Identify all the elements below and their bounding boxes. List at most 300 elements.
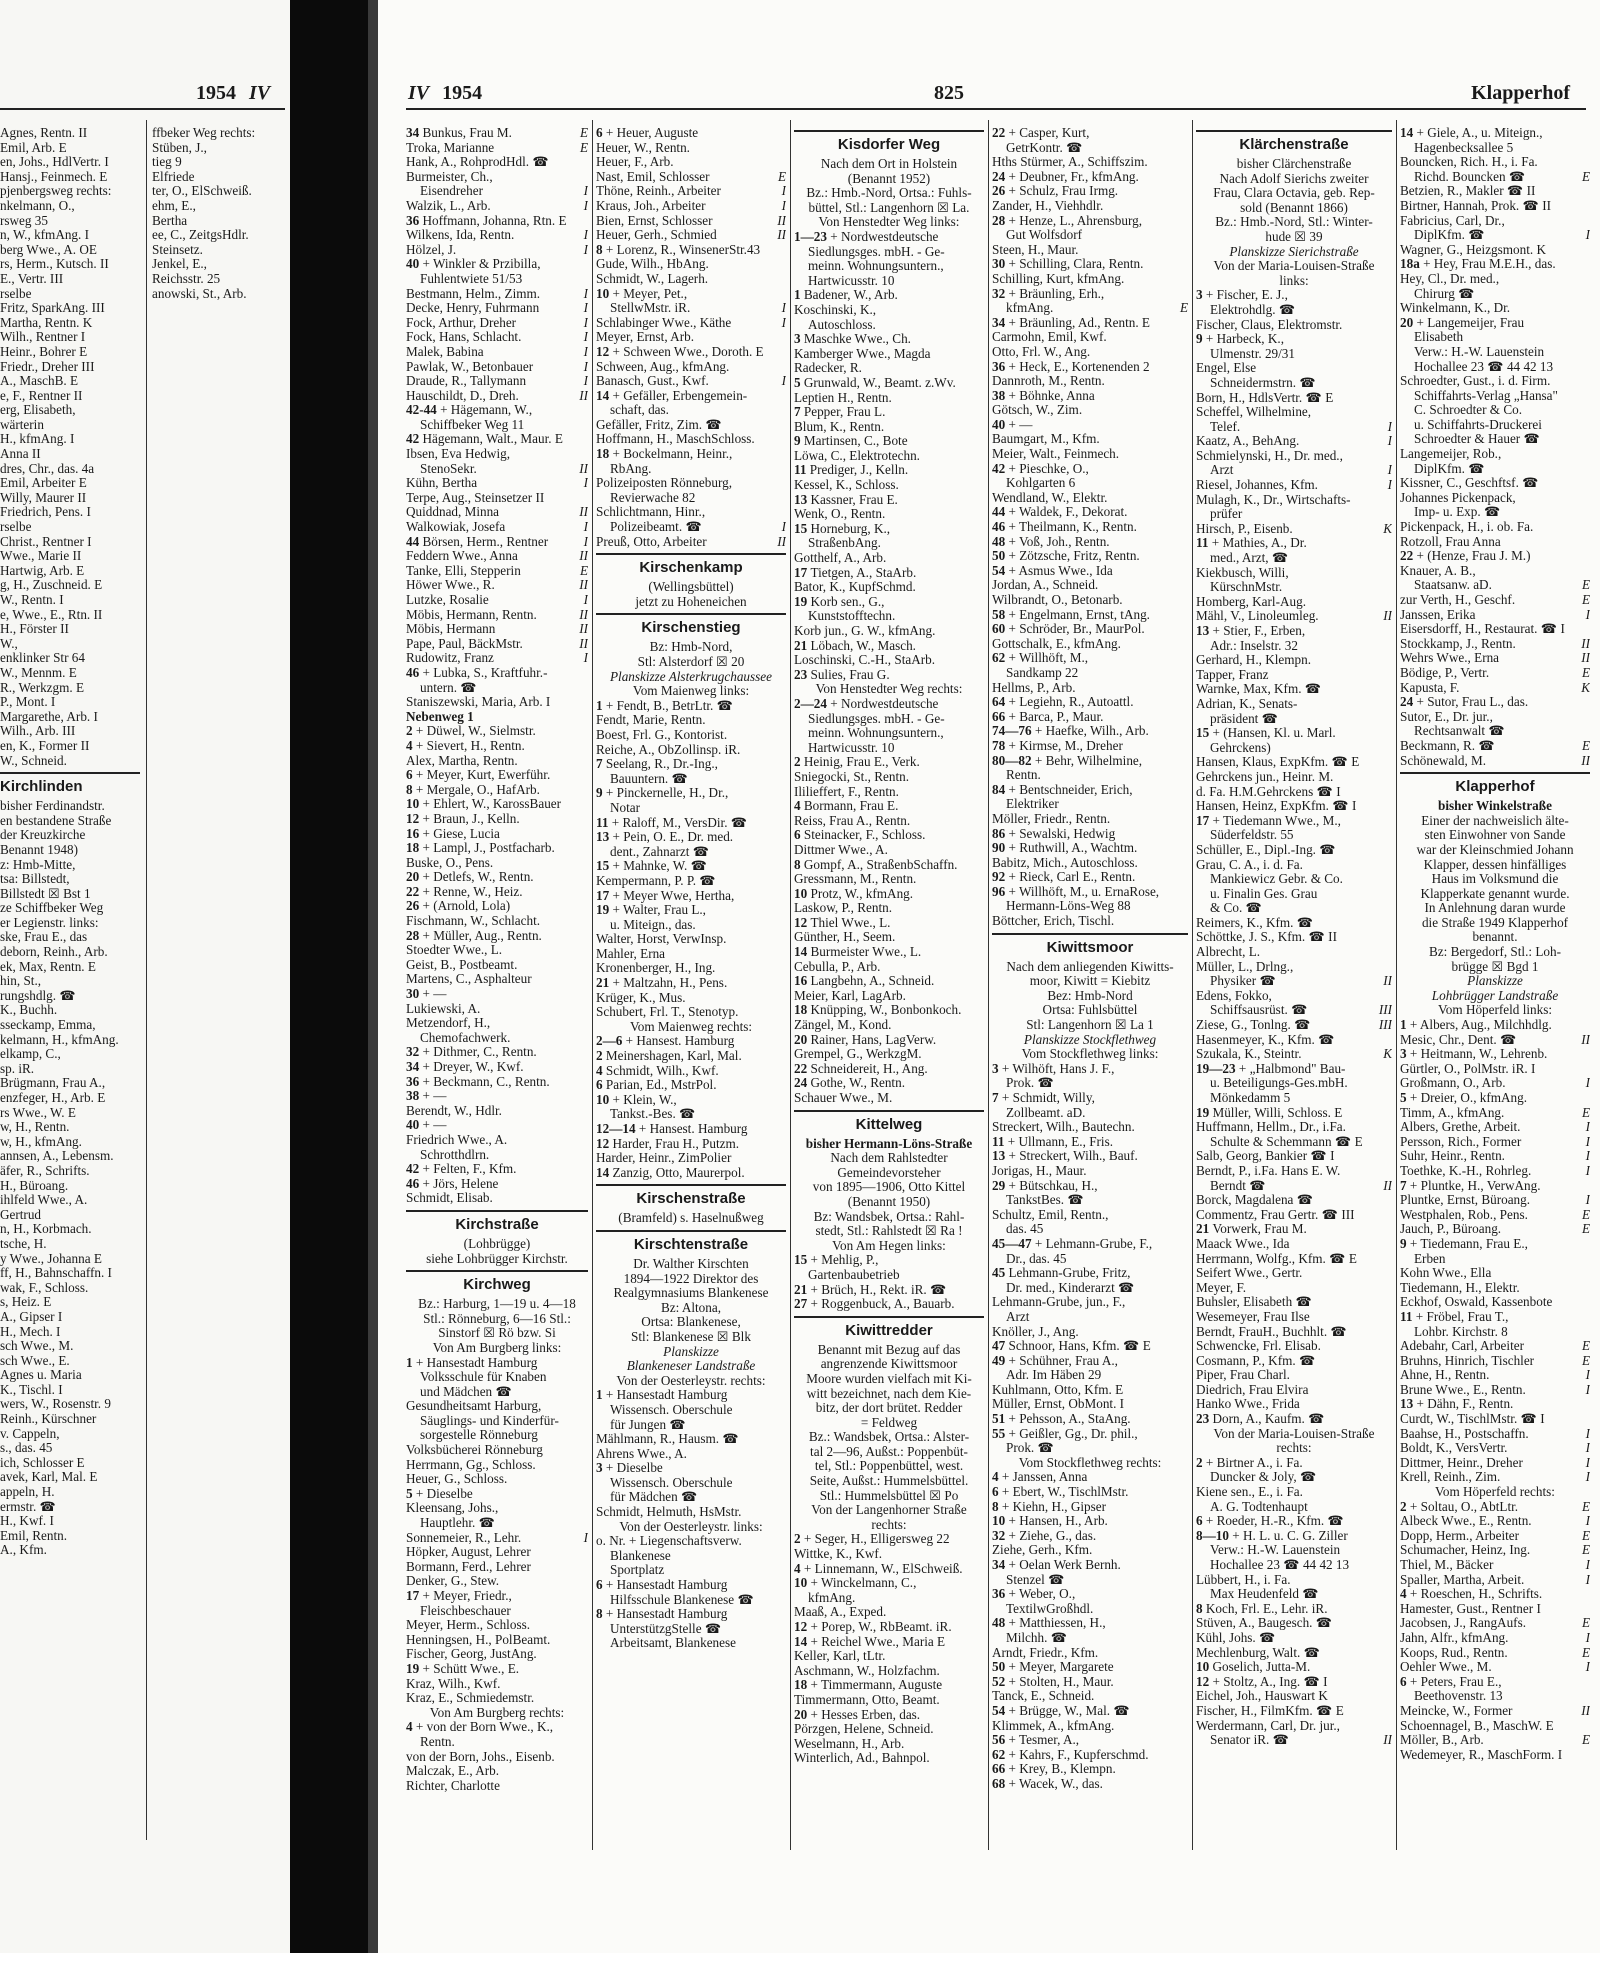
directory-entry [1196,1616,1392,1631]
resident-name: Ibsen, Eva Hedwig, [406,447,511,462]
resident-name: Hauptlehr. ☎ [420,1516,496,1531]
directory-entry [1400,1354,1590,1369]
directory-entry [1196,1295,1392,1310]
directory-entry [794,668,984,683]
house-number: 10 [406,797,423,812]
residence-code: I [781,315,786,330]
house-number: 62 [992,1747,1009,1762]
resident-name: + Gefäller, Erbengemein- [612,388,748,403]
street-note: siehe Lohbrügger Kirchstr. [426,1251,568,1266]
directory-entry-fragment: tieg 9 [152,155,182,170]
house-number: 21 [1196,1222,1213,1237]
directory-entry [596,1636,786,1651]
resident-name: + (Henze, Frau J. M.) [1416,549,1531,564]
resident-name: + Mahnke, W. ☎ [612,859,708,874]
directory-entry [992,389,1188,404]
directory-entry [992,316,1188,331]
directory-entry-fragment: W., Mennm. E [0,665,77,680]
resident-name: + Roeschen, H., Schrifts. [1409,1587,1543,1602]
residence-code: I [1585,1163,1590,1178]
resident-name: + von der Born Wwe., K., [415,1720,554,1735]
resident-name: Notar [610,800,641,815]
directory-entry [794,1268,984,1283]
directory-entry [794,770,984,785]
resident-name: + Heitmann, W., Lehrenb. [1409,1047,1548,1062]
street-heading: Kirchweg [406,1270,588,1295]
resident-name: Salb, Georg, Bankier ☎ I [1196,1149,1335,1164]
resident-name: Rentn. [420,1734,455,1749]
residence-code: E [1581,1499,1590,1514]
resident-name: Chirurg ☎ [1414,286,1475,301]
residence-code: I [781,301,786,316]
directory-entry [596,728,786,743]
directory-entry [794,1664,984,1679]
street-heading: Klärchenstraße [1196,130,1392,155]
directory-entry-fragment: Emil, Arb. E [0,140,67,155]
directory-entry [1400,520,1590,535]
resident-name: Fuhlentwiete 51/53 [420,271,523,286]
residence-code: E [1179,301,1188,316]
resident-name: Janssen, Erika [1400,607,1476,622]
resident-name: Goselich, Jutta-M. [1212,1660,1311,1675]
directory-entry [992,783,1188,798]
directory-entry-fragment: en bestandene Straße [0,813,112,828]
house-number: 14 [596,1165,613,1180]
resident-name: Jordan, A., Schneid. [992,578,1099,593]
directory-entry [1196,332,1392,347]
resident-name: Physiker ☎ [1210,974,1276,989]
directory-entry [596,889,786,904]
resident-name: Heuer, Gerh., Schmied [596,228,717,243]
resident-name: Suhr, Heinr., Rentn. [1400,1149,1505,1164]
resident-name: + Voß, Joh., Rentn. [1008,534,1110,549]
directory-entry [1196,536,1392,551]
directory-entry [406,1414,588,1429]
resident-name: Fischmann, W., Schlacht. [406,914,541,929]
directory-entry [596,418,786,433]
resident-name: Meincke, W., Former [1400,1703,1513,1718]
directory-entry [596,1505,786,1520]
directory-entry [992,1339,1188,1354]
resident-name: + Hey, Frau M.E.H., das. [1423,257,1556,272]
directory-entry [794,478,984,493]
directory-entry [596,447,786,462]
resident-name: + Zötzsche, Fritz, Rentn. [1008,549,1140,564]
house-number: 50 [992,549,1009,564]
residence-code: I [781,374,786,389]
resident-name: Arndt, Friedr., Kfm. [992,1645,1099,1660]
resident-name: Adrian, K., Senats- [1196,696,1298,711]
directory-entry-fragment: z: Hmb-Mitte, [0,857,76,872]
street-note: Von der Maria-Louisen-Straße [1213,259,1375,274]
house-number: 47 [992,1339,1009,1354]
house-number: 21 [794,638,811,653]
directory-column-3 [794,126,984,1956]
resident-name: Rechtsanwalt ☎ [1414,724,1505,739]
residence-code: I [1585,1426,1590,1441]
street-heading: Kiwittredder [794,1316,984,1341]
resident-name: Friedrich Wwe., A. [406,1132,508,1147]
directory-entry [406,914,588,929]
resident-name: + Hesses Erben, das. [810,1707,921,1722]
house-number: 84 [992,782,1009,797]
street-note: = Feldweg [860,1415,918,1430]
directory-entry [992,1573,1188,1588]
house-number: 6 [992,1485,1002,1500]
directory-entry [1400,476,1590,491]
directory-entry [596,816,786,831]
resident-name: + Birtner A., i. Fa. [1205,1455,1303,1470]
directory-entry [596,1490,786,1505]
directory-entry [992,681,1188,696]
street-note: stedt, Stl.: Rahlstedt ☒ Ra ! [815,1224,963,1239]
directory-entry [406,1560,588,1575]
resident-name: d. Fa. H.M.Gehrckens ☎ I [1196,784,1341,799]
resident-name: StellwMstr. iR. [610,301,691,316]
house-number: 23 [794,667,811,682]
resident-name: Dr. med., Kinderarzt ☎ [1006,1280,1135,1295]
directory-entry [794,1649,984,1664]
resident-name: Tiedemann, H., Elektr. [1400,1280,1520,1295]
directory-entry-fragment: E., Vertr. III [0,271,64,286]
resident-name: + Bütschkau, H., [1008,1178,1098,1193]
resident-name: Lübbert, H., i. Fa. [1196,1572,1291,1587]
directory-entry [406,1060,588,1075]
resident-name: UnterstützgStelle ☎ [610,1621,722,1636]
directory-entry [406,724,588,739]
directory-entry [992,1616,1188,1631]
directory-entry [1196,1018,1392,1033]
resident-name: Wagner, G., Heizgsmont. K [1400,242,1547,257]
house-number: 20 [794,1707,811,1722]
resident-name: Kiene sen., E., i. Fa. [1196,1485,1303,1500]
house-number: 8 [596,242,606,257]
directory-entry-fragment: Wilh., Arb. III [0,724,76,739]
resident-name: Kühl, Johs. ☎ [1196,1630,1276,1645]
resident-name: + Willhöft, M., u. ErnaRose, [1008,884,1160,899]
residence-code: II [1581,636,1590,651]
resident-name: Meyer, F. [1196,1280,1247,1295]
house-number: 2—24 [794,696,831,711]
directory-entry-fragment: rselbe [0,286,32,301]
resident-name: Fendt, Marie, Rentn. [596,713,706,728]
directory-entry [596,476,786,491]
directory-entry [1196,1412,1392,1427]
directory-entry [992,695,1188,710]
directory-entry [596,918,786,933]
directory-entry [1196,1587,1392,1602]
house-number: 46 [406,1176,423,1191]
resident-name: Scheffel, Wilhelmine, [1196,405,1312,420]
directory-entry [992,841,1188,856]
resident-name: Knauer, A. B., [1400,563,1476,578]
resident-name: + Mathies, A., Dr. [1211,536,1307,551]
resident-name: Süderfeldstr. 55 [1210,828,1294,843]
directory-entry [1400,301,1590,316]
directory-entry [1400,1368,1590,1383]
directory-entry-fragment: ske, Frau E., das [0,930,88,945]
residence-code: E [1581,1733,1590,1748]
house-number: 4 [794,1561,804,1576]
resident-name: Schultz, Emil, Rentn., [992,1207,1109,1222]
directory-entry [1196,726,1392,741]
street-note: hude ☒ 39 [1265,229,1323,244]
resident-name: Schnoor, Hans, Kfm. ☎ E [1008,1339,1151,1354]
resident-name: + Willhöft, M., [1008,651,1089,666]
street-note: Nach dem Rahlstedter [830,1151,948,1166]
directory-entry [794,1722,984,1737]
house-number: 12 [406,811,423,826]
directory-entry [794,1708,984,1723]
resident-name: Arbeitsamt, Blankenese [610,1636,736,1651]
directory-entry [406,1604,588,1619]
directory-entry [1400,1120,1590,1135]
directory-entry [1196,814,1392,829]
house-number: 6 [596,126,606,140]
directory-entry [406,1385,588,1400]
resident-name: Mulagh, K., Dr., Wirtschafts- [1196,492,1351,507]
resident-name: Hermann-Löns-Weg 88 [1006,899,1131,914]
resident-name: Thiel, M., Bäcker [1400,1558,1494,1572]
house-number: 28 [992,213,1009,228]
resident-name: Leptien H., Rentn. [794,390,892,405]
directory-entry [596,1151,786,1166]
resident-name: Quiddnad, Minna [406,505,500,520]
directory-entry [1400,462,1590,477]
directory-entry [1400,710,1590,725]
directory-entry [596,1549,786,1564]
directory-entry [1400,505,1590,520]
resident-name: Klimmek, A., kfmAng. [992,1718,1115,1733]
directory-entry-fragment: berg Wwe., A. OE [0,242,97,257]
house-number: 78 [992,738,1009,753]
resident-name: GetrKontr. ☎ [1006,140,1083,155]
directory-entry [794,245,984,260]
directory-entry-fragment: tsche, H. [0,1236,47,1251]
resident-name: Gressmann, M., Rentn. [794,872,917,887]
resident-name: Hilfsschule Blankenese ☎ [610,1592,754,1607]
directory-entry [596,1403,786,1418]
house-number: 14 [596,388,613,403]
house-number: 14 [794,1634,811,1649]
street-note: Sinstorf ☒ Rö bzw. Si [438,1326,556,1341]
directory-entry [1196,1193,1392,1208]
resident-name: Krell, Reinh., Zim. [1400,1470,1501,1485]
residence-code: II [1383,1733,1392,1748]
directory-entry-fragment: enzfeger, H., Arb. E [0,1091,106,1105]
directory-entry [794,507,984,522]
house-number: 3 [1400,1047,1410,1062]
resident-name: Albeck Wwe., E., Rentn. [1400,1514,1532,1529]
directory-entry [992,287,1188,302]
house-number: 20 [406,870,423,885]
resident-name: Maack Wwe., Ida [1196,1236,1290,1251]
house-number: 19 [794,594,811,609]
directory-entry [992,155,1188,170]
resident-name: + Hansestadt Hamburg [605,1578,728,1593]
directory-entry [406,812,588,827]
directory-entry [1196,1485,1392,1500]
directory-entry [1196,770,1392,785]
directory-entry [596,1534,786,1549]
directory-entry [596,1166,786,1181]
house-number: 36 [406,1074,423,1089]
directory-entry [1400,1135,1590,1150]
directory-entry [406,432,588,447]
directory-entry-fragment: Anna II [0,447,41,462]
house-number: 17 [1196,813,1213,828]
house-number: 4 [406,1720,416,1735]
resident-name: + Pieschke, O., [1008,461,1089,476]
street-heading: Kirschenstraße [596,1184,786,1209]
house-number: 42 [992,461,1009,476]
residence-code: I [583,184,588,199]
resident-name: + Ziehe, G., das. [1008,1528,1097,1543]
page-number: 825 [934,82,964,104]
resident-name: Heuer, W., Rentn. [596,140,690,155]
residence-code: I [1585,607,1590,622]
directory-entry [1196,1149,1392,1164]
directory-entry-fragment: Friedrich, Pens. I [0,505,91,520]
resident-name: Kronenberger, H., Ing. [596,961,716,976]
directory-entry [596,757,786,772]
residence-code: III [1378,1003,1392,1018]
resident-name: Volksbücherei Rönneburg [406,1443,543,1458]
directory-entry [794,259,984,274]
directory-entry [1400,1106,1590,1121]
directory-entry [596,1005,786,1020]
directory-entry [992,1689,1188,1704]
resident-name: Martinsen, C., Bote [803,434,908,449]
street-note: Von Am Burgberg rechts: [429,1705,565,1720]
resident-name: + Dreier, O., kfmAng. [1409,1091,1528,1105]
street-note: bisher Clärchenstraße [1236,157,1352,171]
residence-code: II [579,578,588,593]
resident-name: Richter, Charlotte [406,1778,500,1793]
resident-name: Cosmann, P., Kfm. ☎ [1196,1353,1316,1368]
directory-entry [1400,316,1590,331]
directory-entry [1196,420,1392,435]
right-page-header [408,82,482,105]
directory-entry [992,666,1188,681]
resident-name: + Böhnke, Anna [1008,388,1095,403]
house-number: 13 [794,492,811,507]
house-number: 2 [794,1532,804,1547]
resident-name: Mesic, Chr., Dent. ☎ [1400,1032,1517,1047]
directory-entry [406,783,588,798]
directory-entry [794,449,984,464]
resident-name: Kamberger Wwe., Magda [794,346,931,361]
resident-name: Herrmann, Gg., Schloss. [406,1457,536,1472]
directory-entry-fragment: ermstr. ☎ [0,1499,56,1514]
directory-entry [992,754,1188,769]
street-note: angrenzende Kiwittsmoor [820,1357,958,1372]
directory-entry [1196,1470,1392,1485]
directory-entry [1400,1470,1590,1485]
resident-name: Reiss, Frau A., Rentn. [794,813,911,828]
resident-name: Carmohn, Emil, Kwf. [992,330,1107,345]
house-number: 42 [406,432,423,447]
directory-entry [1400,1208,1590,1223]
directory-entry-fragment: rselbe [0,520,32,535]
house-number: 28 [406,928,423,943]
street-note: Klapper, dessen hinfälliges [1423,857,1567,872]
resident-name: + Legiehn, R., Autoattl. [1008,695,1134,710]
street-note: Vom Maienweg rechts: [629,1019,753,1034]
resident-name: + Krey, B., Klempn. [1008,1762,1116,1777]
directory-entry-fragment: H., Büroang. [0,1178,69,1193]
resident-name: Timmermann, Otto, Beamt. [794,1692,940,1707]
directory-entry-fragment: enklinker Str 64 [0,651,85,666]
directory-entry [406,972,588,987]
resident-name: Schween, Aug., kfmAng. [596,359,730,374]
directory-entry [406,1735,588,1750]
directory-entry [406,1399,588,1414]
directory-entry [1196,930,1392,945]
house-number: 1 [596,698,606,713]
resident-name: Huffmann, Hellm., Dr., i.Fa. [1196,1120,1346,1135]
resident-name: Pörzgen, Helene, Schneid. [794,1722,934,1737]
resident-name: Möller, Friedr., Rentn. [992,811,1111,826]
directory-entry [992,214,1188,229]
residence-code: II [777,228,786,243]
directory-entry [406,681,588,696]
resident-name: Prediger, J., Kelln. [809,463,909,478]
resident-name: Fock, Arthur, Dreher [406,315,517,330]
directory-entry [992,651,1188,666]
resident-name: Schauer Wwe., M. [794,1091,893,1105]
resident-name: Schlichtmann, Hinr., [596,505,706,520]
directory-entry [596,505,786,520]
directory-entry [992,1529,1188,1544]
resident-name: Mönkedamm 5 [1210,1091,1291,1105]
resident-name: Winterlich, Ad., Bahnpol. [794,1751,930,1766]
residence-code: II [579,549,588,564]
resident-name: + Langemeijer, Frau [1416,315,1525,330]
resident-name: Reiche, A., ObZollinsp. iR. [596,742,741,757]
directory-entry [596,1461,786,1476]
directory-entry-fragment: A., Kfm. [0,1543,47,1558]
house-number: 9 [794,434,804,449]
resident-name: Elisabeth [1414,330,1464,345]
house-number: 8 [406,782,416,797]
residence-code: E [579,140,588,155]
resident-name: Gesundheitsamt Harburg, [406,1399,542,1414]
house-number: 18 [596,447,613,462]
directory-entry [1400,1748,1590,1763]
resident-name: + — [422,1118,447,1133]
residence-code: E [579,563,588,578]
directory-entry [596,874,786,889]
resident-name: Troka, Marianne [406,140,495,155]
directory-entry [1400,243,1590,258]
directory-entry [596,713,786,728]
house-number: 56 [992,1733,1009,1748]
resident-name: + Oelan Werk Bernh. [1008,1558,1121,1572]
directory-entry [794,1751,984,1766]
residence-code: II [579,636,588,651]
resident-name: Hauschildt, D., Dreh. [406,388,519,403]
directory-entry-fragment: W., [0,636,18,651]
directory-entry-fragment: wak, F., Schloss. [0,1280,89,1295]
directory-entry [406,257,588,272]
resident-name: Heuer, G., Schloss. [406,1472,508,1487]
directory-entry [1400,1733,1590,1748]
house-number: 19 [1196,1105,1213,1120]
house-number: 66 [992,709,1009,724]
directory-entry [1196,887,1392,902]
resident-name: Bien, Ernst, Schlosser [596,213,713,228]
